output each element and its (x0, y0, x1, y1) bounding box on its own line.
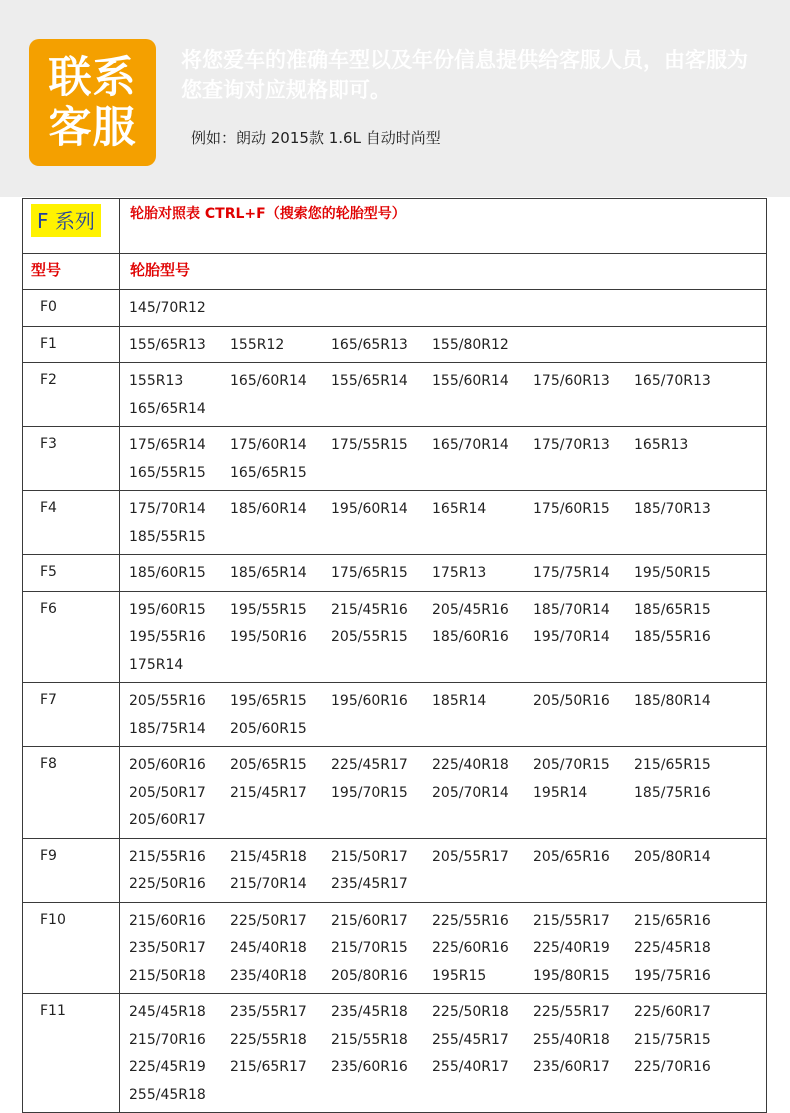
tire-size: 155/65R14 (331, 373, 408, 389)
tire-size: 215/50R18 (129, 967, 206, 984)
model-cell: F10 (23, 902, 120, 994)
tire-size-table (22, 198, 767, 1113)
tire-size: 165/70R14 (432, 437, 509, 453)
tire-size: 195/75R16 (634, 967, 711, 984)
tire-size: 195/55R15 (230, 601, 307, 618)
tire-size: 255/40R17 (432, 1059, 509, 1075)
tire-size: 215/65R17 (230, 1059, 307, 1075)
tire-size-list (129, 368, 762, 423)
tire-size: 175/60R15 (533, 501, 610, 517)
tire-size: 155/60R14 (432, 373, 509, 389)
table-row (23, 902, 767, 994)
tire-size: 185/70R13 (634, 501, 711, 517)
tire-size: 185/60R15 (129, 565, 206, 581)
tire-size: 225/55R16 (432, 912, 509, 929)
model-cell: F3 (23, 427, 120, 491)
tire-size: 195/65R15 (230, 693, 307, 709)
tire-size: 155/65R13 (129, 336, 206, 353)
tire-size: 235/45R18 (331, 1004, 408, 1020)
tire-size: 215/45R18 (230, 848, 307, 865)
sizes-cell (120, 326, 767, 363)
tire-size: 225/50R18 (432, 1004, 509, 1020)
tire-size: 245/45R18 (129, 1004, 206, 1020)
model-cell: F0 (23, 290, 120, 327)
tire-size-list (129, 908, 762, 991)
tire-size: 215/70R15 (331, 940, 408, 956)
tire-size: 175/75R14 (533, 565, 610, 581)
tire-size: 215/60R16 (129, 912, 206, 929)
tire-size-list (129, 432, 762, 487)
tire-size: 225/60R16 (432, 940, 509, 956)
tire-size: 215/55R18 (331, 1031, 408, 1048)
tire-size: 215/60R17 (331, 912, 408, 929)
tire-size: 165R14 (432, 501, 487, 517)
tire-size: 195/50R16 (230, 629, 307, 645)
model-cell: F8 (23, 747, 120, 839)
table-row (23, 747, 767, 839)
tire-size: 205/70R14 (432, 784, 509, 801)
tire-size: 205/50R16 (533, 693, 610, 709)
tire-size: 225/70R16 (634, 1059, 711, 1075)
tire-size: 215/50R17 (331, 848, 408, 865)
table-row (23, 838, 767, 902)
tire-size: 235/60R17 (533, 1059, 610, 1075)
tire-size: 185R14 (432, 693, 487, 709)
contact-service-badge[interactable] (29, 39, 156, 166)
tire-size: 175/55R15 (331, 437, 408, 453)
tire-size: 195R14 (533, 784, 588, 801)
sizes-cell (120, 290, 767, 327)
tire-size: 155R12 (230, 336, 285, 353)
tire-size: 175/60R14 (230, 437, 307, 453)
model-cell: F11 (23, 994, 120, 1113)
sizes-cell (120, 902, 767, 994)
tire-size: 205/60R17 (129, 812, 206, 828)
tire-size: 195/50R15 (634, 565, 711, 581)
model-cell: F9 (23, 838, 120, 902)
table-row (23, 427, 767, 491)
tire-size-list (129, 496, 762, 551)
table-row (23, 683, 767, 747)
tire-size: 215/45R16 (331, 601, 408, 618)
tire-size-list (129, 688, 762, 743)
tire-size: 225/55R18 (230, 1031, 307, 1048)
tire-size: 195R15 (432, 967, 487, 984)
tire-size: 205/60R16 (129, 757, 206, 773)
model-cell: F1 (23, 326, 120, 363)
tire-size: 215/45R17 (230, 784, 307, 801)
tire-size: 195/60R15 (129, 601, 206, 618)
tire-size: 195/60R14 (331, 501, 408, 517)
table-row (23, 555, 767, 592)
tire-size-list (129, 332, 762, 360)
tire-size: 185/65R15 (634, 601, 711, 618)
tire-size: 215/70R16 (129, 1031, 206, 1048)
tire-size: 205/65R15 (230, 757, 307, 773)
model-cell: F5 (23, 555, 120, 592)
tire-size: 175/65R14 (129, 437, 206, 453)
tire-size: 165R13 (634, 437, 689, 453)
tire-size: 205/45R16 (432, 601, 509, 618)
tire-size: 205/65R16 (533, 848, 610, 865)
table-row (23, 491, 767, 555)
tire-size: 235/40R18 (230, 967, 307, 984)
tire-size: 225/40R18 (432, 757, 509, 773)
sizes-cell (120, 838, 767, 902)
tire-size: 175/70R13 (533, 437, 610, 453)
tire-size: 215/75R15 (634, 1031, 711, 1048)
sizes-cell (120, 591, 767, 683)
tire-size: 245/40R18 (230, 940, 307, 956)
tire-size: 165/65R14 (129, 400, 206, 417)
tire-size: 215/65R15 (634, 757, 711, 773)
model-cell: F7 (23, 683, 120, 747)
tire-size: 255/45R17 (432, 1031, 509, 1048)
tire-size: 235/50R17 (129, 940, 206, 956)
series-label: F 系列 (31, 204, 101, 237)
tire-size: 225/45R19 (129, 1059, 206, 1075)
tire-size: 225/55R17 (533, 1004, 610, 1020)
table-row (23, 591, 767, 683)
tire-size: 255/45R18 (129, 1086, 206, 1103)
sizes-cell (120, 491, 767, 555)
sizes-cell (120, 555, 767, 592)
tire-size-list (129, 295, 762, 323)
tire-size: 175R14 (129, 656, 184, 673)
sizes-cell (120, 683, 767, 747)
tire-size: 185/80R14 (634, 693, 711, 709)
tire-size: 255/40R18 (533, 1031, 610, 1048)
tire-size: 225/60R17 (634, 1004, 711, 1020)
model-cell: F2 (23, 363, 120, 427)
tire-size: 235/55R17 (230, 1004, 307, 1020)
table-row (23, 363, 767, 427)
tire-size: 205/80R14 (634, 848, 711, 865)
table-row (23, 994, 767, 1113)
tire-size: 235/45R17 (331, 876, 408, 892)
tire-size: 205/55R17 (432, 848, 509, 865)
sizes-cell (120, 363, 767, 427)
tire-size: 165/55R15 (129, 464, 206, 481)
table-title: 轮胎对照表 CTRL+F（搜索您的轮胎型号） (120, 199, 767, 254)
tire-size: 205/60R15 (230, 720, 307, 737)
tire-size: 145/70R12 (129, 300, 206, 316)
tire-size: 195/70R14 (533, 629, 610, 645)
sizes-cell (120, 747, 767, 839)
tire-size-list (129, 844, 762, 899)
tire-size: 215/55R16 (129, 848, 206, 865)
table-row (23, 326, 767, 363)
tire-size: 165/70R13 (634, 373, 711, 389)
tire-size: 215/65R16 (634, 912, 711, 929)
tire-size: 205/80R16 (331, 967, 408, 984)
tire-size: 175/70R14 (129, 501, 206, 517)
tire-size: 225/40R19 (533, 940, 610, 956)
tire-size: 185/55R16 (634, 629, 711, 645)
tire-size: 205/50R17 (129, 784, 206, 801)
tire-size: 235/60R16 (331, 1059, 408, 1075)
contact-banner (0, 0, 790, 197)
tire-size-list (129, 560, 762, 588)
tire-size: 195/70R15 (331, 784, 408, 801)
series-cell (23, 199, 120, 254)
tire-size: 175/65R15 (331, 565, 408, 581)
tire-size: 195/55R16 (129, 629, 206, 645)
badge-text-line2: 客服 (48, 102, 137, 153)
table-row (23, 290, 767, 327)
tire-size: 155/80R12 (432, 336, 509, 353)
tire-size: 185/70R14 (533, 601, 610, 618)
banner-message: 将您爱车的准确车型以及年份信息提供给客服人员，由客服为您查询对应规格即可。 (181, 48, 748, 102)
sizes-cell (120, 427, 767, 491)
model-cell: F6 (23, 591, 120, 683)
tire-size: 175R13 (432, 565, 487, 581)
column-header-model: 型号 (23, 254, 120, 290)
tire-size: 165/65R13 (331, 336, 408, 353)
tire-size: 175/60R13 (533, 373, 610, 389)
tire-size: 195/60R16 (331, 693, 408, 709)
column-header-sizes: 轮胎型号 (120, 254, 767, 290)
tire-size: 225/50R16 (129, 876, 206, 892)
tire-size: 185/75R14 (129, 720, 206, 737)
badge-text-line1: 联系 (48, 52, 137, 103)
tire-size: 165/65R15 (230, 464, 307, 481)
banner-example: 例如：朗动 2015款 1.6L 自动时尚型 (191, 129, 441, 147)
tire-size-list (129, 597, 762, 680)
tire-size: 205/55R16 (129, 693, 206, 709)
tire-size: 185/60R16 (432, 629, 509, 645)
tire-size: 185/55R15 (129, 528, 206, 545)
tire-size: 215/55R17 (533, 912, 610, 929)
tire-size: 185/65R14 (230, 565, 307, 581)
model-cell: F4 (23, 491, 120, 555)
sizes-cell (120, 994, 767, 1113)
tire-size: 225/45R17 (331, 757, 408, 773)
tire-size-list (129, 999, 762, 1109)
tire-size: 205/55R15 (331, 629, 408, 645)
tire-size: 185/75R16 (634, 784, 711, 801)
tire-size: 195/80R15 (533, 967, 610, 984)
tire-size: 225/50R17 (230, 912, 307, 929)
tire-size: 185/60R14 (230, 501, 307, 517)
tire-size: 155R13 (129, 373, 184, 389)
tire-size: 215/70R14 (230, 876, 307, 892)
tire-size: 165/60R14 (230, 373, 307, 389)
tire-size: 225/45R18 (634, 940, 711, 956)
tire-size-list (129, 752, 762, 835)
tire-size: 205/70R15 (533, 757, 610, 773)
